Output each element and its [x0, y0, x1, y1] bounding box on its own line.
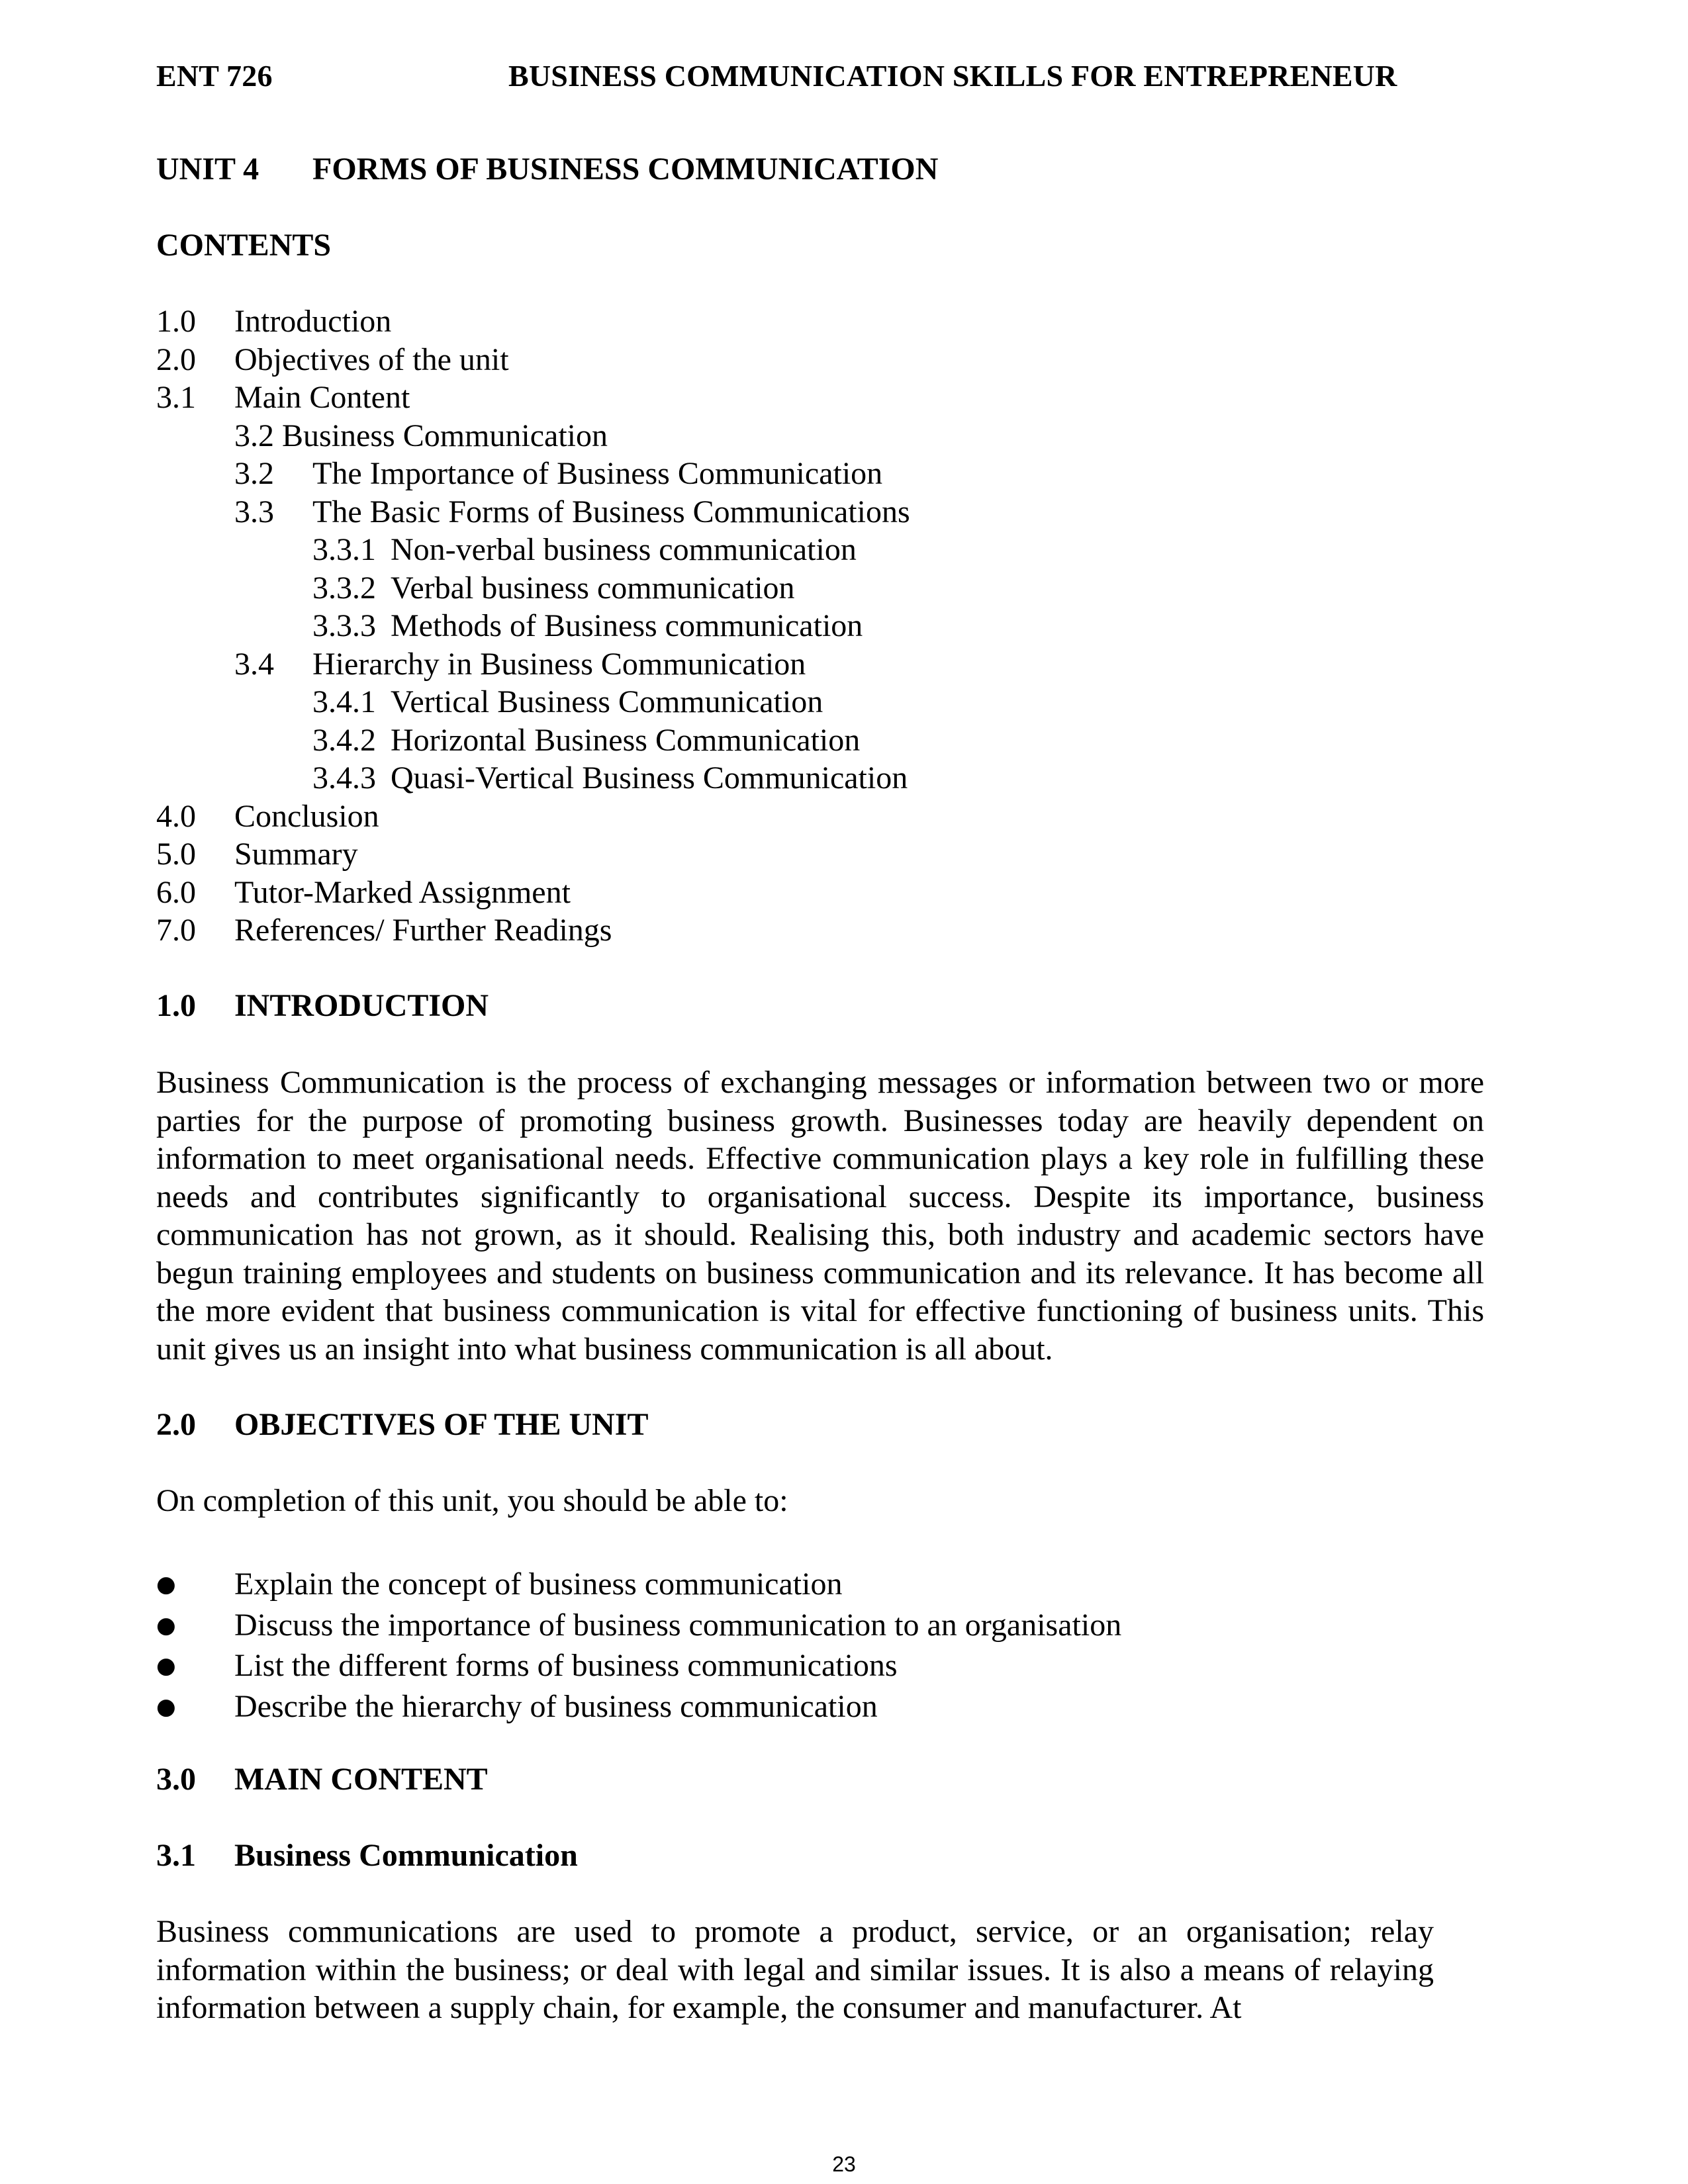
toc-item: 3.4.1 Vertical Business Communication — [312, 684, 823, 719]
toc-item: 7.0 References/ Further Readings — [156, 913, 612, 948]
bullet-icon: ● — [156, 1693, 176, 1720]
business-communication-paragraph: Business communications are used to promote a product, service, or an organisation; relay information within the business; or deal with legal and similar issues. It is also a means of relaying information between a supply chain, for example, the consumer and manufacturer. At — [156, 1914, 1434, 2025]
toc-item: 3.4 Hierarchy in Business Communication — [234, 646, 806, 682]
toc-item: 1.0 Introduction — [156, 304, 392, 339]
unit-title: FORMS OF BUSINESS COMMUNICATION — [312, 152, 939, 187]
toc-item: 3.4.3 Quasi-Vertical Business Communication — [312, 760, 908, 796]
toc-item: 3.2 The Importance of Business Communication — [234, 456, 883, 491]
toc-item: 5.0 Summary — [156, 837, 358, 872]
list-item: ● Describe the hierarchy of business communication — [156, 1686, 1121, 1727]
objectives-lead: On completion of this unit, you should be able to: — [156, 1483, 788, 1518]
course-code: ENT 726 — [156, 59, 273, 93]
toc-item: 3.4.2 Horizontal Business Communication — [312, 722, 861, 758]
unit-heading — [156, 151, 938, 187]
unit-label: UNIT 4 — [156, 152, 259, 187]
table-of-contents — [156, 302, 910, 950]
introduction-heading: 1.0 INTRODUCTION — [156, 988, 489, 1023]
toc-item: 2.0 Objectives of the unit — [156, 341, 509, 377]
business-communication-heading: 3.1 Business Communication — [156, 1838, 578, 1873]
contents-heading: CONTENTS — [156, 228, 332, 263]
list-item: ● Explain the concept of business communication — [156, 1564, 1121, 1605]
toc-item: 3.3 The Basic Forms of Business Communications — [234, 494, 910, 529]
toc-item: 3.3.1 Non-verbal business communication — [312, 532, 857, 567]
bullet-icon: ● — [156, 1571, 176, 1598]
toc-item: 3.2 Business Communication — [234, 418, 608, 453]
objectives-heading: 2.0 OBJECTIVES OF THE UNIT — [156, 1407, 649, 1442]
bullet-icon: ● — [156, 1612, 176, 1639]
page-number: 23 — [832, 2152, 856, 2176]
course-title: BUSINESS COMMUNICATION SKILLS FOR ENTREPRENEUR — [508, 59, 1397, 93]
bullet-icon: ● — [156, 1653, 176, 1679]
main-content-heading: 3.0 MAIN CONTENT — [156, 1762, 488, 1797]
toc-item: 6.0 Tutor-Marked Assignment — [156, 874, 571, 910]
toc-item: 3.3.2 Verbal business communication — [312, 570, 795, 606]
introduction-paragraph: Business Communication is the process of exchanging messages or information between two or more parties for the purpose of promoting business growth. Businesses today are heavily dependent on information to meet organisational needs. Effective communication plays a key role in fulfilling these needs and contributes significantly to organisational success. Despite its importance, business communication has not grown, as it should. Realising this, both industry and academic sectors have begun training employees and students on business communication and its relevance. It has become all the more evident that business communication is vital for effective functioning of business units. This unit gives us an insight into what business communication is all about. — [156, 1065, 1484, 1367]
list-item: ● List the different forms of business communications — [156, 1645, 1121, 1686]
list-item: ● Discuss the importance of business communication to an organisation — [156, 1605, 1121, 1646]
toc-item: 3.3.3 Methods of Business communication — [312, 608, 863, 643]
toc-item: 4.0 Conclusion — [156, 798, 379, 834]
objectives-list — [156, 1564, 1121, 1727]
toc-item: 3.1 Main Content — [156, 380, 410, 415]
